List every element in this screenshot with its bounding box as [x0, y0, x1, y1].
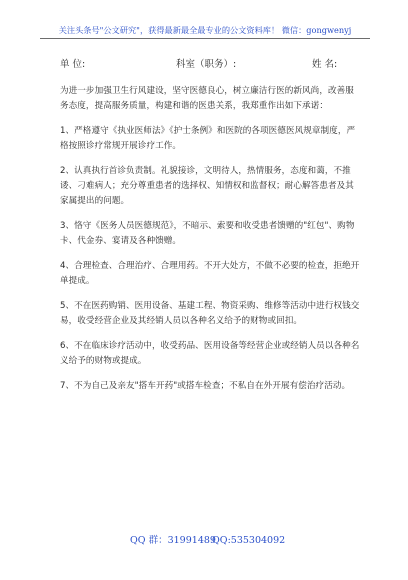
header-divider: [40, 38, 370, 39]
commitment-item-2: 2、认真执行首诊负责制。礼貌接诊，文明待人，热情服务，态度和蔼，不推诿、刁难病人；充分尊重患者的选择权、知情权和监督权；耐心解答患者及其家属提出的问题。: [60, 166, 354, 206]
field-name: 姓 名:: [312, 59, 338, 70]
header-notice: 关注头条号"公文研究"，获得最新最全最专业的公文资料库！ 微信：gongwenyj: [58, 25, 352, 35]
commitment-item-3: 3、恪守《医务人员医德规范》，不暗示、索要和收受患者馈赠的"红包"、购物卡、代金券、宴请及各种馈赠。: [60, 221, 355, 246]
footer-contact: [0, 534, 408, 548]
document-body: [60, 84, 360, 404]
footer-qq-group: QQ 群：31991489: [130, 535, 216, 546]
commitment-item-1: 1、严格遵守《执业医师法》《护士条例》和医院的各项医德医风规章制度，严格按照诊疗常规开展诊疗工作。: [60, 126, 356, 151]
field-department: 科室（职务）:: [176, 59, 237, 70]
commitment-item-4: 4、合理检查、合理治疗、合理用药。不开大处方，不做不必要的检查，拒绝开单提成。: [60, 261, 360, 286]
signature-fields: [0, 58, 408, 72]
commitment-item-5: 5、不在医药购销、医用设备、基建工程、物资采购、维修等活动中进行权钱交易，收受经营企业及其经销人员以各种名义给予的财物或回扣。: [60, 301, 360, 326]
commitment-item-7: 7、不为自己及亲友"搭车开药"或搭车检查；不私自在外开展有偿治疗活动。: [60, 381, 351, 391]
field-unit: 单 位:: [60, 59, 86, 70]
footer-qq: QQ:535304092: [212, 535, 286, 546]
commitment-item-6: 6、不在临床诊疗活动中，收受药品、医用设备等经营企业或经销人员以各种名义给予的财物或提成。: [60, 341, 360, 366]
intro-paragraph: 为进一步加强卫生行风建设，坚守医德良心，树立廉洁行医的新风尚，改善服务态度，提高服务质量，构建和谐的医患关系，我郑重作出如下承诺：: [60, 86, 354, 111]
